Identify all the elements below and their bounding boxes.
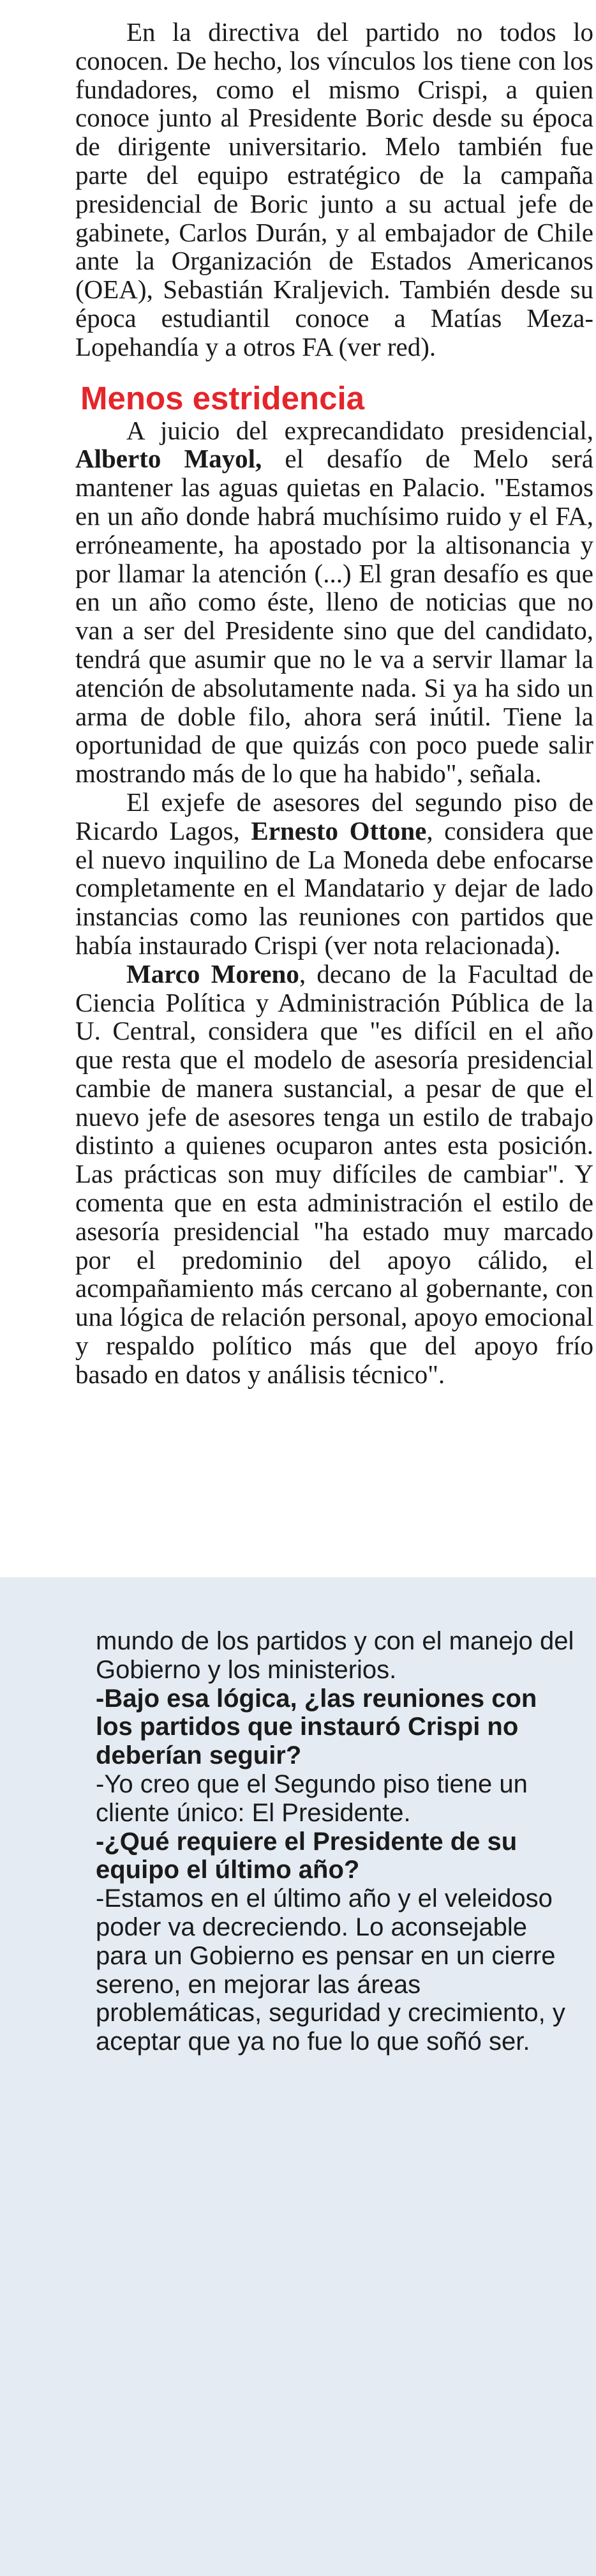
interview-question: -¿Qué requiere el Presidente de su equipo el último año? (96, 1827, 518, 1884)
person-name: Alberto Mayol, (75, 444, 262, 474)
paragraph-text: A juicio del exprecandidato presidencial, (126, 415, 593, 445)
article-paragraph: En la directiva del partido no todos lo conocen. De hecho, los vínculos los tiene con los fundadores, como el mismo Crispi, a quien conoce junto al Presidente Boric desde su época de dirigente universitario. Melo también fue parte del equipo estratégico de la campaña presidencial de Boric junto a su actual jefe de gabinete, Carlos Durán, y al embajador de Chile ante la Organización de Estados Americanos (OEA), Sebastián Kraljevich. También desde su época estudiantil conoce a Matías Meza-Lopehandía y a otros FA (ver red). (75, 17, 593, 361)
article-paragraph (75, 416, 593, 788)
interview-answer: -Estamos en el último año y el veleidoso poder va decreciendo. Lo aconsejable para un Gobierno es pensar en un cierre sereno, en mejorar las áreas problemáticas, seguridad y crecimiento, y aceptar que ya no fue lo que soñó ser. (96, 1884, 565, 2056)
paragraph-text: , decano de la Facultad de Ciencia Política y Administración Pública de la U. Central, considera que "es difícil en el año que resta que el modelo de asesoría presidencial cambie de manera sustancial, a pesar de que el nuevo jefe de asesores tenga un estilo de trabajo distinto a quienes ocuparon antes esta posición. Las prácticas son muy difíciles de cambiar". Y comenta que en esta administración el estilo de asesoría presidencial "ha estado muy marcado por el predominio del apoyo cálido, el acompañamiento más cercano al gobernante, con una lógica de relación personal, apoyo emocional y respaldo político más que del apoyo frío basado en datos y análisis técnico". (75, 958, 593, 1389)
person-name: Marco Moreno (126, 958, 299, 989)
article-paragraph (75, 788, 593, 960)
interview-text (96, 1627, 581, 2056)
paragraph-text: , considera que el nuevo inquilino de La Moneda debe enfocarse completamente en el Mandatario y dejar de lado instancias como las reuniones con partidos que había instaurado Crispi (ver nota relacionada). (75, 815, 594, 960)
article-paragraph (75, 960, 593, 1389)
interview-question: -Bajo esa lógica, ¿las reuniones con los partidos que instauró Crispi no deberían seguir? (96, 1684, 537, 1770)
interview-answer: -Yo creo que el Segundo piso tiene un cliente único: El Presidente. (96, 1769, 528, 1827)
paragraph-text: el desafío de Melo será mantener las aguas quietas en Palacio. "Estamos en un año donde habrá muchísimo ruido y el FA, erróneamente, ha apostado por la altisonancia y por llamar la atención (...) El gran desafío es que en un año como éste, lleno de noticias que no van a ser del Presidente sino que del candidato, tendrá que asumir que no le va a servir llamar la atención de absolutamente nada. Si ya ha sido un arma de doble filo, ahora será inútil. Tiene la oportunidad de que quizás con poco puede salir mostrando más de lo que ha habido", señala. (75, 444, 593, 789)
person-name: Ernesto Ottone (251, 815, 427, 845)
interview-sidebar (0, 1577, 596, 2576)
paragraph-text: El exjefe de asesores del segundo piso de Ricardo Lagos, (75, 787, 593, 845)
section-heading: Menos estridencia (80, 379, 364, 416)
interview-answer: mundo de los partidos y con el manejo del Gobierno y los ministerios. (96, 1627, 574, 1684)
article-column (75, 18, 593, 1389)
